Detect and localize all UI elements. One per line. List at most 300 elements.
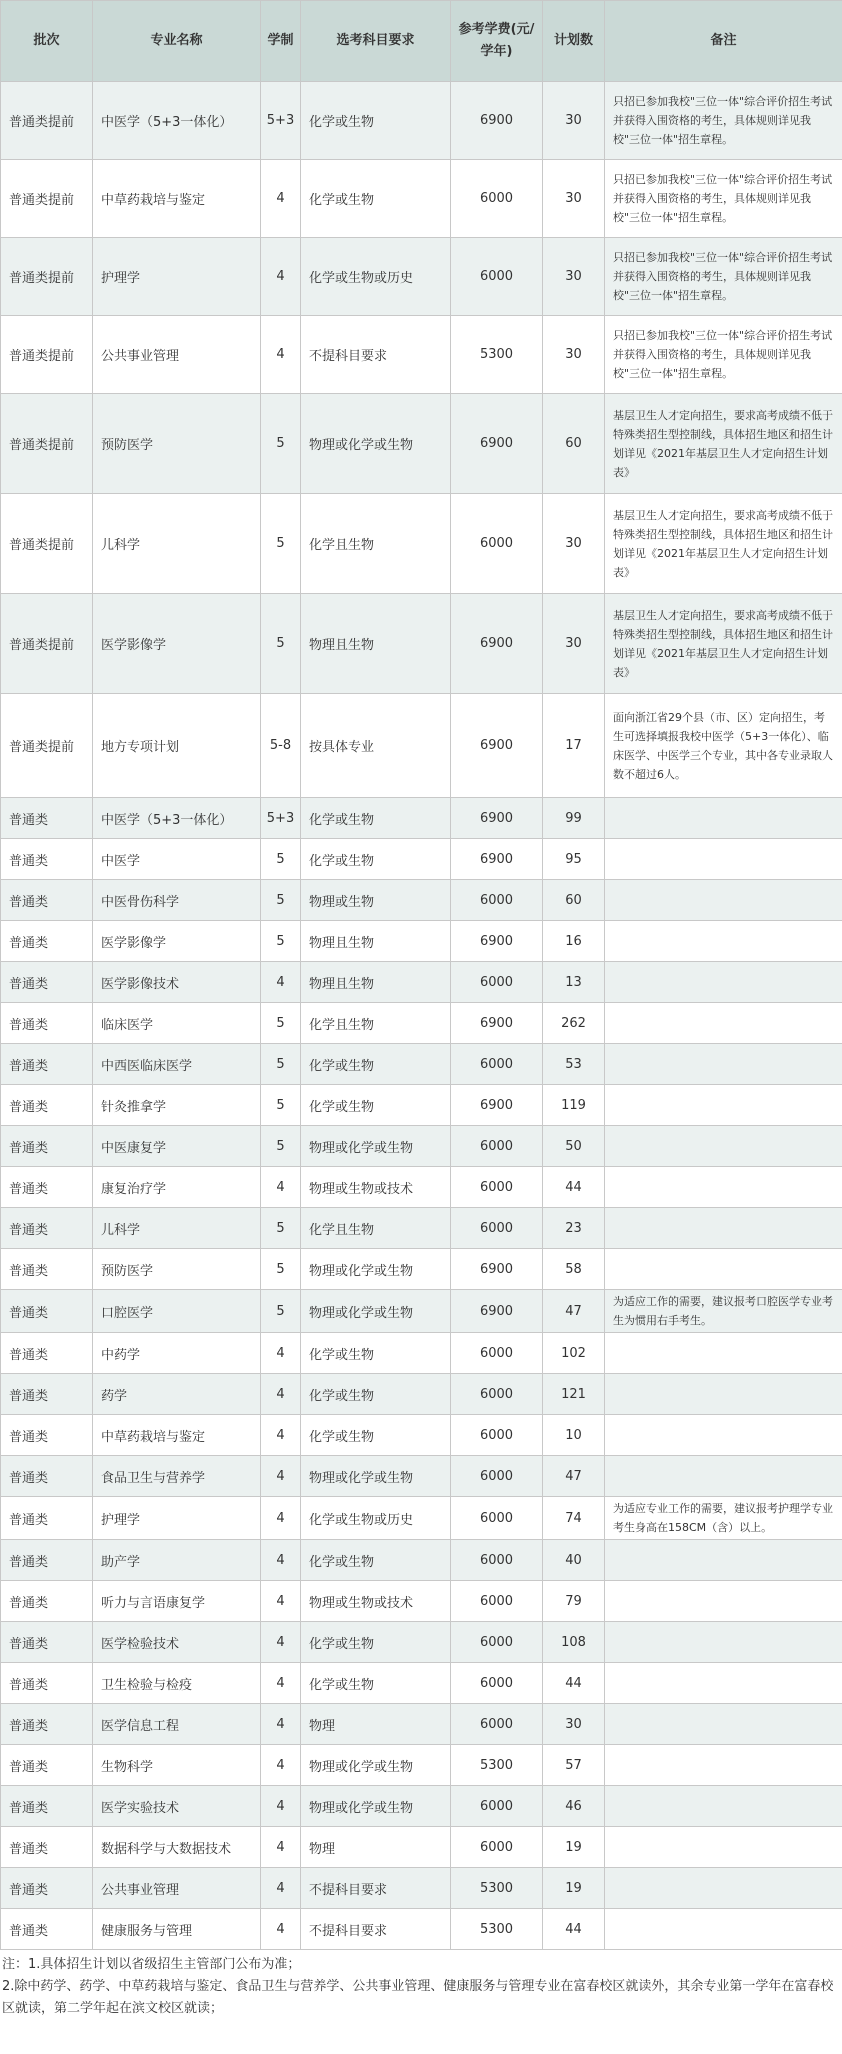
cell-plan: 23 <box>543 1208 605 1249</box>
cell-major: 医学检验技术 <box>93 1622 261 1663</box>
cell-years: 4 <box>261 1581 301 1622</box>
table-row <box>1 1456 842 1497</box>
cell-major: 医学信息工程 <box>93 1704 261 1745</box>
table-row <box>1 798 842 839</box>
cell-batch: 普通类 <box>1 1456 93 1497</box>
table-row <box>1 1126 842 1167</box>
table-row <box>1 1290 842 1333</box>
cell-fee: 6000 <box>451 1622 543 1663</box>
cell-batch: 普通类 <box>1 1581 93 1622</box>
cell-major: 中医骨伤科学 <box>93 880 261 921</box>
cell-years: 4 <box>261 1167 301 1208</box>
cell-plan: 17 <box>543 694 605 798</box>
cell-fee: 6000 <box>451 1208 543 1249</box>
cell-years: 4 <box>261 1374 301 1415</box>
header-plan: 计划数 <box>543 1 605 82</box>
cell-remark <box>605 1868 842 1909</box>
cell-batch: 普通类提前 <box>1 494 93 594</box>
cell-subjects: 不提科目要求 <box>301 316 451 394</box>
cell-major: 医学影像学 <box>93 594 261 694</box>
cell-remark <box>605 962 842 1003</box>
table-row <box>1 1415 842 1456</box>
table-row <box>1 1085 842 1126</box>
cell-remark <box>605 1044 842 1085</box>
cell-batch: 普通类 <box>1 880 93 921</box>
cell-batch: 普通类提前 <box>1 694 93 798</box>
cell-remark <box>605 1745 842 1786</box>
cell-remark <box>605 839 842 880</box>
cell-fee: 6000 <box>451 1786 543 1827</box>
cell-major: 临床医学 <box>93 1003 261 1044</box>
cell-fee: 6000 <box>451 1456 543 1497</box>
cell-major: 生物科学 <box>93 1745 261 1786</box>
table-row <box>1 1745 842 1786</box>
cell-remark <box>605 1827 842 1868</box>
cell-subjects: 物理或化学或生物 <box>301 1745 451 1786</box>
table-row <box>1 1704 842 1745</box>
cell-years: 5+3 <box>261 798 301 839</box>
cell-major: 中草药栽培与鉴定 <box>93 160 261 238</box>
cell-years: 5 <box>261 880 301 921</box>
cell-batch: 普通类 <box>1 1827 93 1868</box>
cell-batch: 普通类 <box>1 1374 93 1415</box>
cell-years: 4 <box>261 1456 301 1497</box>
cell-fee: 6000 <box>451 494 543 594</box>
cell-remark: 只招已参加我校"三位一体"综合评价招生考试并获得入围资格的考生，具体规则详见我校"三位一体"招生章程。 <box>605 316 842 394</box>
cell-remark <box>605 880 842 921</box>
cell-batch: 普通类 <box>1 1167 93 1208</box>
cell-plan: 121 <box>543 1374 605 1415</box>
cell-years: 4 <box>261 1415 301 1456</box>
cell-batch: 普通类 <box>1 1786 93 1827</box>
cell-years: 4 <box>261 1868 301 1909</box>
cell-years: 4 <box>261 1497 301 1540</box>
cell-remark <box>605 1374 842 1415</box>
cell-fee: 6000 <box>451 1044 543 1085</box>
cell-years: 5 <box>261 1126 301 1167</box>
cell-subjects: 化学或生物 <box>301 1333 451 1374</box>
cell-years: 5 <box>261 1208 301 1249</box>
cell-batch: 普通类 <box>1 1663 93 1704</box>
cell-remark: 只招已参加我校"三位一体"综合评价招生考试并获得入围资格的考生，具体规则详见我校"三位一体"招生章程。 <box>605 82 842 160</box>
cell-subjects: 化学或生物 <box>301 1374 451 1415</box>
cell-subjects: 化学或生物 <box>301 798 451 839</box>
cell-subjects: 化学且生物 <box>301 1003 451 1044</box>
cell-major: 中西医临床医学 <box>93 1044 261 1085</box>
cell-subjects: 物理或化学或生物 <box>301 1126 451 1167</box>
table-row <box>1 1663 842 1704</box>
cell-years: 4 <box>261 1745 301 1786</box>
cell-remark <box>605 1126 842 1167</box>
cell-major: 医学实验技术 <box>93 1786 261 1827</box>
table-row <box>1 839 842 880</box>
header-subjects: 选考科目要求 <box>301 1 451 82</box>
header-fee: 参考学费(元/学年) <box>451 1 543 82</box>
table-row <box>1 494 842 594</box>
cell-subjects: 化学或生物 <box>301 839 451 880</box>
table-row <box>1 1333 842 1374</box>
cell-fee: 6900 <box>451 798 543 839</box>
cell-batch: 普通类 <box>1 839 93 880</box>
cell-fee: 6000 <box>451 238 543 316</box>
cell-fee: 6900 <box>451 82 543 160</box>
cell-fee: 6900 <box>451 1249 543 1290</box>
cell-plan: 19 <box>543 1827 605 1868</box>
cell-batch: 普通类 <box>1 1497 93 1540</box>
cell-years: 4 <box>261 238 301 316</box>
cell-fee: 6000 <box>451 1497 543 1540</box>
cell-subjects: 化学或生物 <box>301 160 451 238</box>
table-row <box>1 694 842 798</box>
cell-batch: 普通类 <box>1 798 93 839</box>
cell-batch: 普通类 <box>1 1044 93 1085</box>
cell-plan: 47 <box>543 1456 605 1497</box>
cell-major: 口腔医学 <box>93 1290 261 1333</box>
cell-subjects: 物理或化学或生物 <box>301 1786 451 1827</box>
table-row <box>1 1622 842 1663</box>
cell-years: 5 <box>261 594 301 694</box>
table-row <box>1 316 842 394</box>
table-row <box>1 1374 842 1415</box>
cell-major: 公共事业管理 <box>93 316 261 394</box>
cell-remark: 为适应专业工作的需要，建议报考护理学专业考生身高在158CM（含）以上。 <box>605 1497 842 1540</box>
cell-batch: 普通类 <box>1 1290 93 1333</box>
cell-batch: 普通类 <box>1 1208 93 1249</box>
cell-batch: 普通类 <box>1 1868 93 1909</box>
cell-fee: 6000 <box>451 1704 543 1745</box>
cell-batch: 普通类 <box>1 1745 93 1786</box>
cell-subjects: 按具体专业 <box>301 694 451 798</box>
cell-subjects: 物理或化学或生物 <box>301 1290 451 1333</box>
cell-fee: 6000 <box>451 962 543 1003</box>
cell-remark <box>605 1540 842 1581</box>
cell-plan: 79 <box>543 1581 605 1622</box>
cell-fee: 5300 <box>451 1909 543 1950</box>
cell-years: 5 <box>261 1003 301 1044</box>
cell-fee: 6000 <box>451 1415 543 1456</box>
cell-fee: 5300 <box>451 316 543 394</box>
cell-subjects: 物理或生物 <box>301 880 451 921</box>
cell-subjects: 物理或化学或生物 <box>301 394 451 494</box>
cell-plan: 44 <box>543 1663 605 1704</box>
table-row <box>1 1044 842 1085</box>
cell-remark: 为适应工作的需要，建议报考口腔医学专业考生为惯用右手考生。 <box>605 1290 842 1333</box>
cell-years: 5 <box>261 839 301 880</box>
cell-fee: 6900 <box>451 594 543 694</box>
cell-major: 健康服务与管理 <box>93 1909 261 1950</box>
header-remarks: 备注 <box>605 1 842 82</box>
cell-years: 4 <box>261 1333 301 1374</box>
cell-plan: 74 <box>543 1497 605 1540</box>
cell-subjects: 物理且生物 <box>301 594 451 694</box>
cell-remark <box>605 1003 842 1044</box>
cell-plan: 102 <box>543 1333 605 1374</box>
cell-plan: 53 <box>543 1044 605 1085</box>
cell-batch: 普通类提前 <box>1 82 93 160</box>
cell-subjects: 物理或生物或技术 <box>301 1581 451 1622</box>
cell-plan: 16 <box>543 921 605 962</box>
cell-remark <box>605 1663 842 1704</box>
cell-batch: 普通类 <box>1 1003 93 1044</box>
table-row <box>1 238 842 316</box>
cell-remark <box>605 1622 842 1663</box>
cell-years: 5 <box>261 394 301 494</box>
cell-major: 护理学 <box>93 238 261 316</box>
cell-plan: 99 <box>543 798 605 839</box>
cell-remark <box>605 1415 842 1456</box>
cell-fee: 6900 <box>451 839 543 880</box>
cell-remark <box>605 1456 842 1497</box>
cell-fee: 6900 <box>451 1003 543 1044</box>
cell-plan: 57 <box>543 1745 605 1786</box>
cell-batch: 普通类 <box>1 1415 93 1456</box>
cell-remark <box>605 1909 842 1950</box>
cell-plan: 262 <box>543 1003 605 1044</box>
cell-plan: 44 <box>543 1909 605 1950</box>
cell-major: 药学 <box>93 1374 261 1415</box>
cell-major: 食品卫生与营养学 <box>93 1456 261 1497</box>
cell-fee: 6000 <box>451 1827 543 1868</box>
table-header-row <box>1 1 842 82</box>
cell-remark <box>605 1085 842 1126</box>
table-row <box>1 394 842 494</box>
cell-batch: 普通类 <box>1 1909 93 1950</box>
cell-subjects: 物理或化学或生物 <box>301 1249 451 1290</box>
cell-major: 中药学 <box>93 1333 261 1374</box>
cell-subjects: 化学或生物 <box>301 82 451 160</box>
cell-major: 公共事业管理 <box>93 1868 261 1909</box>
cell-remark <box>605 1581 842 1622</box>
cell-batch: 普通类 <box>1 1085 93 1126</box>
table-body <box>1 82 842 1950</box>
cell-fee: 6900 <box>451 694 543 798</box>
cell-fee: 6900 <box>451 921 543 962</box>
cell-plan: 108 <box>543 1622 605 1663</box>
cell-plan: 60 <box>543 880 605 921</box>
cell-plan: 30 <box>543 494 605 594</box>
cell-batch: 普通类提前 <box>1 594 93 694</box>
cell-subjects: 化学或生物 <box>301 1663 451 1704</box>
table-row <box>1 1167 842 1208</box>
cell-major: 儿科学 <box>93 494 261 594</box>
table-row <box>1 1540 842 1581</box>
table-row <box>1 1827 842 1868</box>
cell-fee: 6900 <box>451 1290 543 1333</box>
table-row <box>1 594 842 694</box>
footnote-1: 注：1.具体招生计划以省级招生主管部门公布为准； <box>2 1957 301 1972</box>
cell-fee: 6000 <box>451 1126 543 1167</box>
cell-batch: 普通类 <box>1 1622 93 1663</box>
cell-subjects: 不提科目要求 <box>301 1909 451 1950</box>
cell-years: 5-8 <box>261 694 301 798</box>
cell-plan: 19 <box>543 1868 605 1909</box>
cell-batch: 普通类 <box>1 962 93 1003</box>
cell-subjects: 物理或生物或技术 <box>301 1167 451 1208</box>
table-row <box>1 1868 842 1909</box>
cell-remark <box>605 1167 842 1208</box>
cell-major: 听力与言语康复学 <box>93 1581 261 1622</box>
cell-subjects: 物理且生物 <box>301 921 451 962</box>
cell-remark <box>605 921 842 962</box>
cell-remark: 基层卫生人才定向招生，要求高考成绩不低于特殊类招生型控制线，具体招生地区和招生计划详见《2021年基层卫生人才定向招生计划表》 <box>605 394 842 494</box>
cell-plan: 44 <box>543 1167 605 1208</box>
header-years: 学制 <box>261 1 301 82</box>
table-row <box>1 82 842 160</box>
cell-remark: 基层卫生人才定向招生，要求高考成绩不低于特殊类招生型控制线，具体招生地区和招生计划详见《2021年基层卫生人才定向招生计划表》 <box>605 594 842 694</box>
cell-subjects: 化学或生物 <box>301 1415 451 1456</box>
cell-batch: 普通类提前 <box>1 316 93 394</box>
table-row <box>1 160 842 238</box>
cell-batch: 普通类 <box>1 921 93 962</box>
cell-remark: 只招已参加我校"三位一体"综合评价招生考试并获得入围资格的考生，具体规则详见我校"三位一体"招生章程。 <box>605 160 842 238</box>
cell-major: 中医学（5+3一体化） <box>93 82 261 160</box>
cell-fee: 6000 <box>451 1663 543 1704</box>
cell-subjects: 化学或生物 <box>301 1622 451 1663</box>
cell-plan: 95 <box>543 839 605 880</box>
cell-subjects: 物理 <box>301 1827 451 1868</box>
table-row <box>1 1786 842 1827</box>
cell-years: 4 <box>261 1663 301 1704</box>
table-row <box>1 1497 842 1540</box>
cell-major: 康复治疗学 <box>93 1167 261 1208</box>
cell-plan: 30 <box>543 82 605 160</box>
cell-fee: 6000 <box>451 880 543 921</box>
footnotes <box>0 1950 842 2020</box>
cell-plan: 10 <box>543 1415 605 1456</box>
cell-batch: 普通类 <box>1 1126 93 1167</box>
cell-subjects: 化学或生物或历史 <box>301 1497 451 1540</box>
cell-batch: 普通类 <box>1 1333 93 1374</box>
cell-fee: 6000 <box>451 1333 543 1374</box>
table-row <box>1 962 842 1003</box>
cell-batch: 普通类 <box>1 1540 93 1581</box>
table-row <box>1 1208 842 1249</box>
cell-fee: 6000 <box>451 1167 543 1208</box>
cell-major: 医学影像学 <box>93 921 261 962</box>
cell-remark: 只招已参加我校"三位一体"综合评价招生考试并获得入围资格的考生，具体规则详见我校"三位一体"招生章程。 <box>605 238 842 316</box>
cell-subjects: 化学且生物 <box>301 494 451 594</box>
cell-batch: 普通类提前 <box>1 160 93 238</box>
cell-years: 5 <box>261 1085 301 1126</box>
table-row <box>1 1909 842 1950</box>
cell-major: 助产学 <box>93 1540 261 1581</box>
cell-fee: 6000 <box>451 1581 543 1622</box>
cell-subjects: 化学或生物或历史 <box>301 238 451 316</box>
cell-years: 5 <box>261 1044 301 1085</box>
cell-subjects: 不提科目要求 <box>301 1868 451 1909</box>
cell-years: 4 <box>261 962 301 1003</box>
cell-major: 中医学 <box>93 839 261 880</box>
cell-plan: 30 <box>543 238 605 316</box>
table-row <box>1 880 842 921</box>
cell-remark: 基层卫生人才定向招生，要求高考成绩不低于特殊类招生型控制线，具体招生地区和招生计划详见《2021年基层卫生人才定向招生计划表》 <box>605 494 842 594</box>
header-batch: 批次 <box>1 1 93 82</box>
cell-years: 4 <box>261 1622 301 1663</box>
cell-major: 数据科学与大数据技术 <box>93 1827 261 1868</box>
cell-major: 医学影像技术 <box>93 962 261 1003</box>
footnote-2: 2.除中药学、药学、中草药栽培与鉴定、食品卫生与营养学、公共事业管理、健康服务与管理专业在富春校区就读外，其余专业第一学年在富春校区就读，第二学年起在滨文校区就读； <box>2 1979 834 2016</box>
cell-major: 护理学 <box>93 1497 261 1540</box>
cell-major: 卫生检验与检疫 <box>93 1663 261 1704</box>
cell-plan: 58 <box>543 1249 605 1290</box>
cell-fee: 5300 <box>451 1745 543 1786</box>
cell-fee: 6900 <box>451 1085 543 1126</box>
cell-plan: 30 <box>543 594 605 694</box>
cell-years: 4 <box>261 1909 301 1950</box>
cell-remark <box>605 1208 842 1249</box>
cell-remark <box>605 1333 842 1374</box>
header-major: 专业名称 <box>93 1 261 82</box>
cell-fee: 6000 <box>451 1540 543 1581</box>
cell-major: 中医康复学 <box>93 1126 261 1167</box>
cell-remark <box>605 798 842 839</box>
cell-remark <box>605 1249 842 1290</box>
cell-batch: 普通类 <box>1 1704 93 1745</box>
cell-plan: 30 <box>543 1704 605 1745</box>
cell-batch: 普通类提前 <box>1 394 93 494</box>
cell-plan: 40 <box>543 1540 605 1581</box>
cell-major: 中医学（5+3一体化） <box>93 798 261 839</box>
cell-plan: 30 <box>543 316 605 394</box>
cell-fee: 6000 <box>451 160 543 238</box>
cell-years: 4 <box>261 160 301 238</box>
cell-years: 4 <box>261 1704 301 1745</box>
cell-years: 5 <box>261 494 301 594</box>
cell-major: 预防医学 <box>93 394 261 494</box>
cell-subjects: 化学或生物 <box>301 1044 451 1085</box>
cell-plan: 13 <box>543 962 605 1003</box>
cell-plan: 46 <box>543 1786 605 1827</box>
cell-plan: 47 <box>543 1290 605 1333</box>
table-row <box>1 1581 842 1622</box>
cell-plan: 119 <box>543 1085 605 1126</box>
cell-fee: 5300 <box>451 1868 543 1909</box>
cell-remark <box>605 1704 842 1745</box>
cell-remark: 面向浙江省29个县（市、区）定向招生，考生可选择填报我校中医学（5+3一体化）、临床医学、中医学三个专业，其中各专业录取人数不超过6人。 <box>605 694 842 798</box>
cell-fee: 6900 <box>451 394 543 494</box>
cell-subjects: 物理 <box>301 1704 451 1745</box>
cell-years: 4 <box>261 1540 301 1581</box>
cell-years: 4 <box>261 1827 301 1868</box>
cell-subjects: 化学或生物 <box>301 1085 451 1126</box>
cell-remark <box>605 1786 842 1827</box>
table-row <box>1 1249 842 1290</box>
cell-major: 儿科学 <box>93 1208 261 1249</box>
cell-subjects: 化学或生物 <box>301 1540 451 1581</box>
cell-years: 5 <box>261 921 301 962</box>
cell-plan: 50 <box>543 1126 605 1167</box>
cell-plan: 60 <box>543 394 605 494</box>
cell-subjects: 化学且生物 <box>301 1208 451 1249</box>
cell-years: 5 <box>261 1249 301 1290</box>
cell-years: 5 <box>261 1290 301 1333</box>
cell-plan: 30 <box>543 160 605 238</box>
cell-batch: 普通类 <box>1 1249 93 1290</box>
cell-major: 地方专项计划 <box>93 694 261 798</box>
cell-major: 预防医学 <box>93 1249 261 1290</box>
cell-subjects: 物理且生物 <box>301 962 451 1003</box>
table-row <box>1 921 842 962</box>
cell-major: 针灸推拿学 <box>93 1085 261 1126</box>
cell-subjects: 物理或化学或生物 <box>301 1456 451 1497</box>
cell-major: 中草药栽培与鉴定 <box>93 1415 261 1456</box>
cell-years: 4 <box>261 1786 301 1827</box>
cell-fee: 6000 <box>451 1374 543 1415</box>
cell-years: 4 <box>261 316 301 394</box>
cell-batch: 普通类提前 <box>1 238 93 316</box>
cell-years: 5+3 <box>261 82 301 160</box>
table-row <box>1 1003 842 1044</box>
